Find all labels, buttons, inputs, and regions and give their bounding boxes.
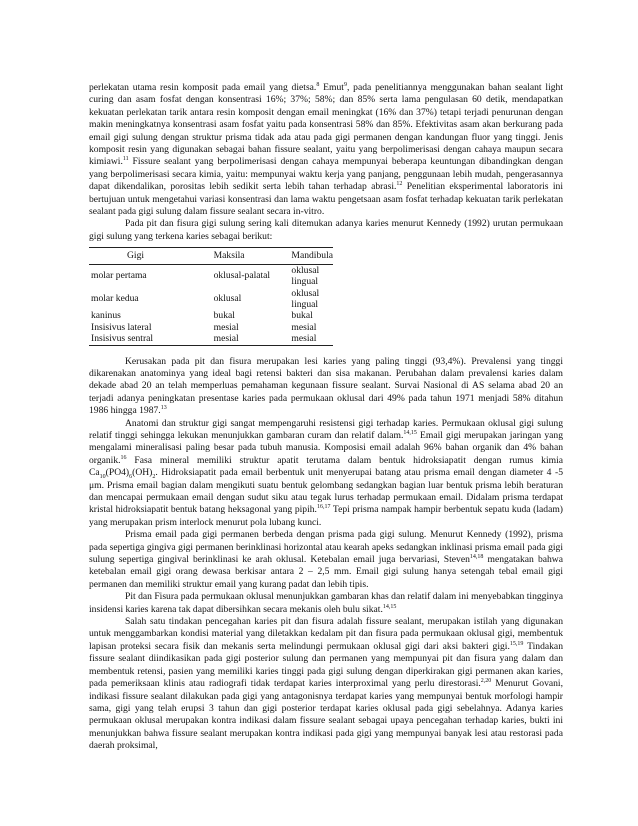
table-cell: oklusal lingual (291, 264, 320, 288)
table-cell: oklusal lingual (291, 287, 320, 310)
table-cell: Insisivus lateral (91, 321, 152, 333)
table-row (89, 310, 333, 321)
table-cell: bukal (291, 310, 313, 322)
caries-surface-table (89, 247, 333, 345)
table-header-row (89, 248, 333, 264)
table-cell: bukal (213, 310, 235, 322)
table-cell: mesial (213, 333, 239, 345)
paragraph-enamel-prism: Prisma email pada gigi permanen berbeda dengan prisma pada gigi sulung. Menurut Kennedy (1992), prisma pada sepertiga gingiva gigi permanen berinklinasi horizontal atau kearah apeks sedangkan inklinasi prisma email pada gigi sulung sepertiga gingival berinklinasi ke arah oklusal. Ketebalan email juga bervariasi, Steven$^{14,18}$ mengatakan bahwa ketebalan email gigi orang dewasa berkisar antara 2 – 2,5 mm. Email gigi sulung hanya setengah tebal email gigi permanen dan memiliki struktur email yang kurang padat dan lebih tipis. (89, 529, 563, 590)
table-cell: oklusal-palatal (213, 270, 271, 282)
paragraph-anatomy: Anatomi dan struktur gigi sangat mempengaruhi resistensi gigi terhadap karies. Permukaan oklusal gigi sulung relatif tinggi sehingga lekukan menunjukkan gambaran curam dan relatif dalam.$^{14,15}$ Email gigi merupakan jaringan yang mengalami mineralisasi paling besar pada tubuh manusia. Komposisi email adalah 96% bahan organik dan 4% bahan organik.$^{16}$ Fasa mineral memiliki struktur apatit terutama dalam bentuk hidroksiapatit dengan rumus kimia $Ca_{10}(PO4)_6(OH)_2$. Hidroksiapatit pada email berbentuk unit menyerupai batang atau prisma email dengan diameter 4 -5 μm. Prisma email bagian dalam mengikuti suatu bentuk gelombang sedangkan bagian luar bentuk prisma lebih beraturan dan mencapai permukaan email dengan sudut siku atau tegak lurus terhadap permukaan email. Didalam prisma terdapat kristal hidroksiapatit bentuk batang heksagonal yang pipih.$^{16,17}$ Tepi prisma nampak hampir berbentuk sepatu kuda (ladam) yang merupakan prism interlock menurut pola lubang kunci. (89, 417, 563, 528)
paragraph-kennedy-intro: Pada pit dan fisura gigi sulung sering kali ditemukan adanya karies menurut Kennedy (1992) urutan permukaan gigi sulung yang terkena karies sebagai berikut: (89, 218, 563, 242)
table-cell: mesial (213, 321, 239, 333)
table-header-mandibula: Mandibula (291, 250, 333, 262)
paper-page (89, 82, 563, 753)
table-cell: kaninus (91, 310, 121, 322)
table-row (89, 264, 333, 287)
paragraph-pit-fissure: Pit dan Fisura pada permukaan oklusal menunjukkan gambaran khas dan relatif dalam ini menyebabkan tingginya insidensi karies karena tak dapat dibersihkan secara mekanis oleh bulu sikat.$^{14,15}$ (89, 591, 563, 615)
paragraph-fissure-sealant: Salah satu tindakan pencegahan karies pit dan fisura adalah fissure sealant, merupakan istilah yang digunakan untuk menggambarkan kondisi material yang diletakkan kedalam pit dan fisura pada permukaan oklusal gigi, membentuk lapisan proteksi secara fisik dan mekanis serta melindungi permukaan oklusal gigi dari aksi bakteri gigi.$^{15,19}$ Tindakan fissure sealant diindikasikan pada gigi posterior sulung dan permanen yang mempunyai pit dan fisura yang dalam dan membentuk retensi, pasien yang memiliki karies tinggi pada gigi sulung dengan diperkirakan gigi permanen akan karies, pada pemeriksaan klinis atau radiografi tidak terdapat karies interproximal yang perlu direstorasi.$^{2,20}$ Menurut Govani, indikasi fissure sealant dilakukan pada gigi yang antagonisnya terdapat karies yang mempunyai bentuk morfologi hampir sama, gigi yang telah erupsi 3 tahun dan gigi posterior terdapat karies oklusal pada gigi sebelahnya. Adanya karies permukaan oklusal merupakan kontra indikasi dalam fissure sealant sebagai upaya pencegahan terhadap karies, bukti ini menunjukkan bahwa fissure sealant merupakan kontra indikasi pada gigi yang mempunyai banyak lesi atau restorasi pada daerah proksimal, (89, 616, 563, 752)
paragraph-etching: perlekatan utama resin komposit pada email yang dietsa.$^8$ Emut$^9$, pada penelitiannya menggunakan bahan sealant light curing dan asam fosfat dengan konsentrasi 16%; 37%; 58%; dan 85% serta lama pengulasan 60 detik, mendapatkan kekuatan perlekatan tarik antara resin komposit dengan email meningkat (16% dan 37%) tetapi terjadi penurunan dengan makin meningkatnya konsentrasi asam fosfat yaitu pada konsentrasi 58% dan 85%. Efektivitas asam akan berkurang pada email gigi sulung dengan struktur prisma tidak ada atau pada gigi permanen dengan kandungan fluor yang tinggi. Jenis komposit resin yang digunakan sebagai bahan fissure sealant, yaitu yang berpolimerisasi dengan cahaya maupun secara kimiawi.$^{11}$ Fissure sealant yang berpolimerisasi dengan cahaya mempunyai beberapa keuntungan dibandingkan dengan yang berpolimerisasi secara kimia, yaitu: mempunyai waktu kerja yang panjang, penggunaan lebih mudah, pengerasannya dapat dikendalikan, porositas lebih sedikit serta lebih tahan terhadap abrasi.$^{12}$ Penelitian eksperimental laboratoris ini bertujuan untuk mengetahui variasi konsentrasi dan lama waktu pengetsaan asam fosfat terhadap kekuatan tarik perlekatan sealant pada gigi sulung dalam fissure sealant secara in-vitro. (89, 81, 564, 218)
paragraph-prevalence: Kerusakan pada pit dan fisura merupakan lesi karies yang paling tinggi (93,4%). Prevalensi yang tinggi dikarenakan anatominya yang ideal bagi retensi bakteri dan sisa makanan. Perubahan dalam prevalensi karies dalam dekade abad 20 an telah memperluas pemahaman kegunaan fissure sealant. Survai Nasional di AS selama abad 20 an terjadi adanya peningkatan presentase karies pada permukaan oklusal dari 49% pada tahun 1971 menjadi 58% ditahun 1986 hingga 1987.13 (89, 355, 563, 417)
table-cell: mesial (291, 333, 317, 345)
table-row (89, 322, 333, 333)
table-cell: molar kedua (91, 293, 139, 305)
table-header-gigi: Gigi (127, 250, 145, 262)
table-header-maksila: Maksila (213, 250, 245, 262)
table-row (89, 333, 333, 345)
table-cell: oklusal (213, 293, 242, 305)
table-row (89, 288, 333, 311)
table-cell: molar pertama (91, 270, 147, 282)
table-cell: Insisivus sentral (91, 333, 154, 345)
table-cell: mesial (291, 321, 317, 333)
